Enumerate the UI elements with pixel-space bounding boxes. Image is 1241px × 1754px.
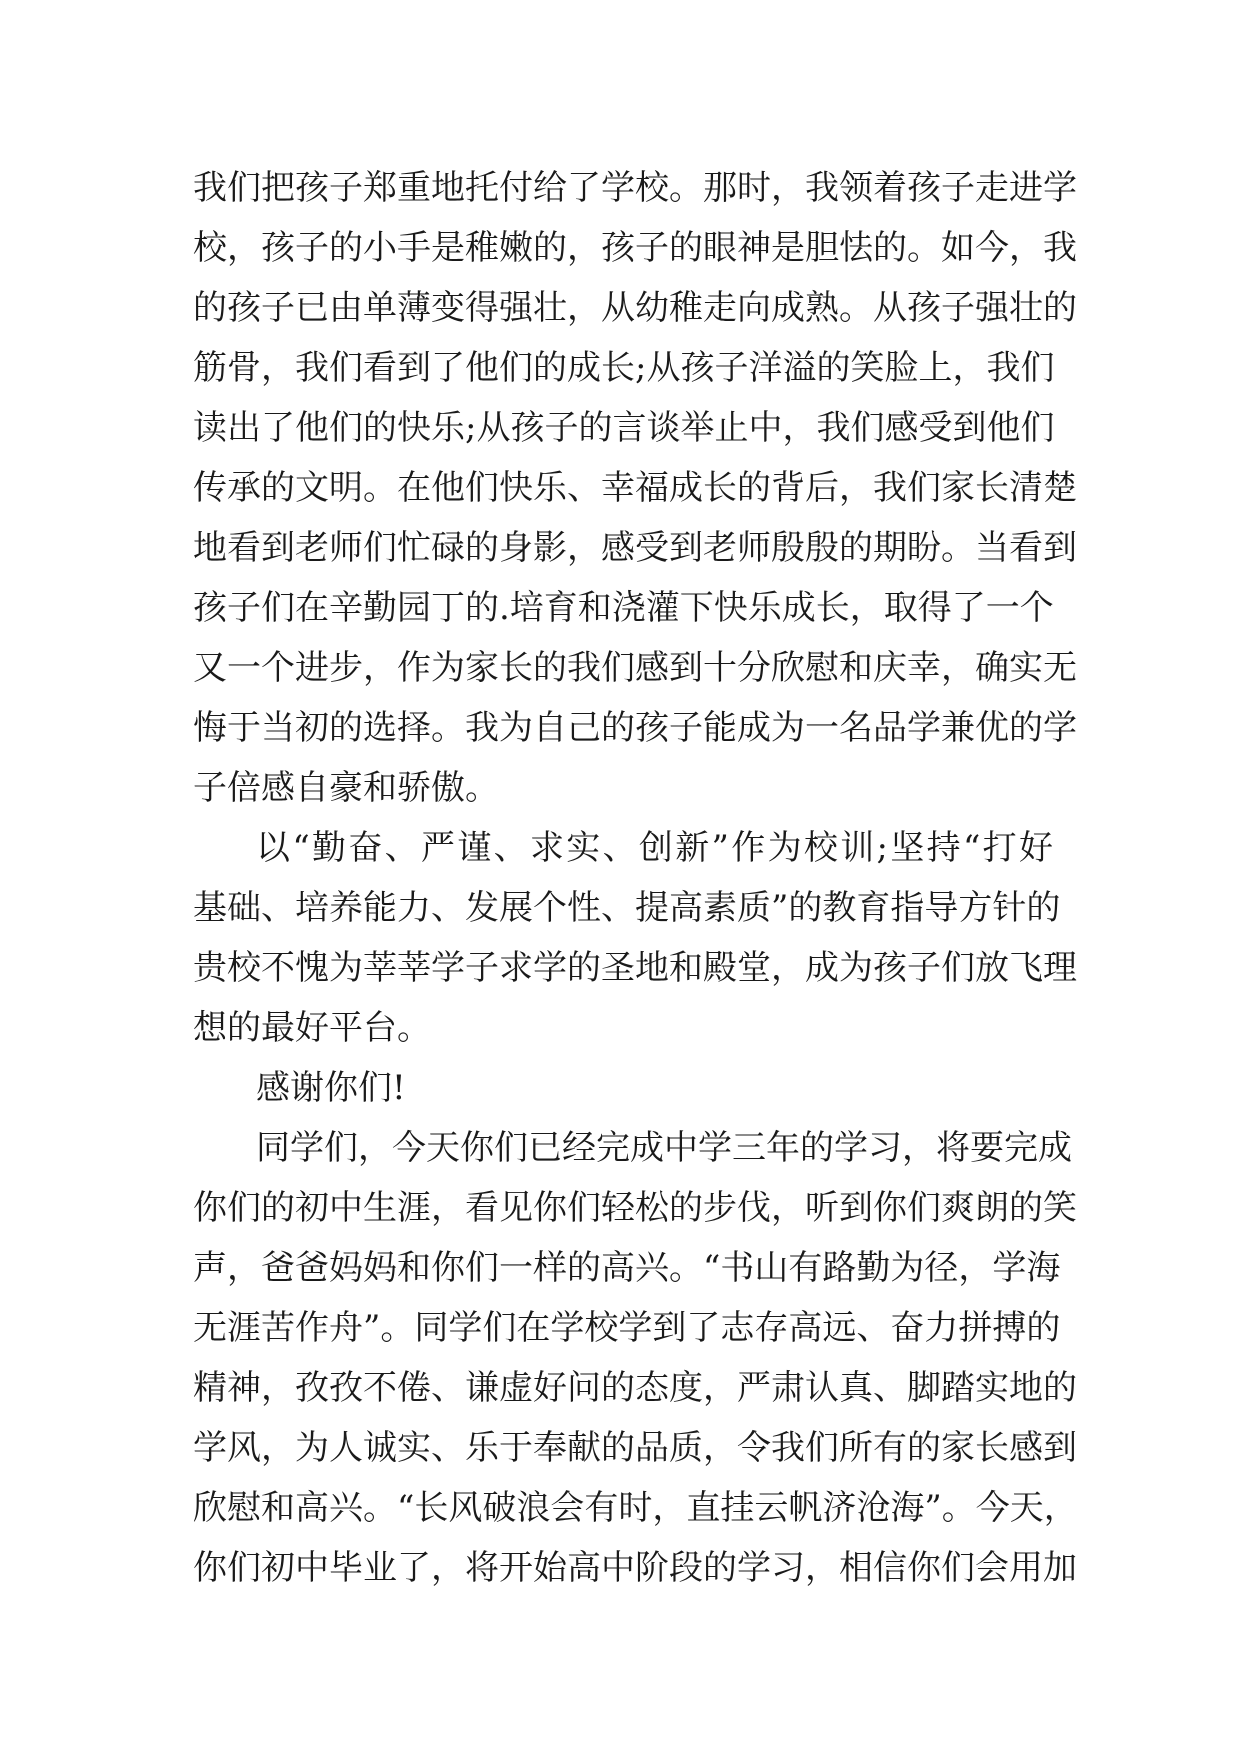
text-line: 学风，为人诚实、乐于奉献的品质，令我们所有的家长感到 — [193, 1428, 1077, 1468]
text-line: 基础、培养能力、发展个性、提高素质”的教育指导方针的 — [193, 888, 1061, 928]
text-line: 你们的初中生涯，看见你们轻松的步伐，听到你们爽朗的笑 — [193, 1188, 1077, 1228]
text-line: 悔于当初的选择。我为自己的孩子能成为一名品学兼优的学 — [193, 708, 1077, 748]
text-line: 欣慰和高兴。“长风破浪会有时，直挂云帆济沧海”。今天， — [193, 1488, 1078, 1528]
text-line: 贵校不愧为莘莘学子求学的圣地和殿堂，成为孩子们放飞理 — [193, 948, 1077, 988]
text-line: 筋骨，我们看到了他们的成长;从孩子洋溢的笑脸上，我们 — [193, 348, 1055, 388]
text-line: 的孩子已由单薄变得强壮，从幼稚走向成熟。从孩子强壮的 — [193, 288, 1077, 328]
text-line: 声，爸爸妈妈和你们一样的高兴。“书山有路勤为径，学海 — [193, 1248, 1061, 1288]
text-line: 读出了他们的快乐;从孩子的言谈举止中，我们感受到他们 — [193, 408, 1055, 448]
text-line: 你们初中毕业了，将开始高中阶段的学习，相信你们会用加 — [193, 1548, 1077, 1588]
text-line: 孩子们在辛勤园丁的.培育和浇灌下快乐成长，取得了一个 — [193, 588, 1054, 628]
text-line: 又一个进步，作为家长的我们感到十分欣慰和庆幸，确实无 — [193, 648, 1077, 688]
text-line: 传承的文明。在他们快乐、幸福成长的背后，我们家长清楚 — [193, 468, 1077, 508]
text-line: 校，孩子的小手是稚嫩的，孩子的眼神是胆怯的。如今，我 — [193, 228, 1077, 268]
text-line: 想的最好平台。 — [193, 1008, 431, 1048]
document-body — [193, 158, 1078, 1598]
text-line: 无涯苦作舟”。同学们在学校学到了志存高远、奋力拼搏的 — [193, 1308, 1061, 1348]
text-line: 同学们，今天你们已经完成中学三年的学习，将要完成 — [256, 1128, 1072, 1168]
text-line: 感谢你们! — [256, 1068, 406, 1108]
text-line: 精神，孜孜不倦、谦虚好问的态度，严肃认真、脚踏实地的 — [193, 1368, 1077, 1408]
text-line: 子倍感自豪和骄傲。 — [193, 768, 499, 808]
text-line: 地看到老师们忙碌的身影，感受到老师殷殷的期盼。当看到 — [193, 528, 1077, 568]
text-line: 我们把孩子郑重地托付给了学校。那时，我领着孩子走进学 — [193, 168, 1077, 208]
text-line: 以“勤奋、严谨、求实、创新”作为校训;坚持“打好 — [256, 828, 1053, 868]
